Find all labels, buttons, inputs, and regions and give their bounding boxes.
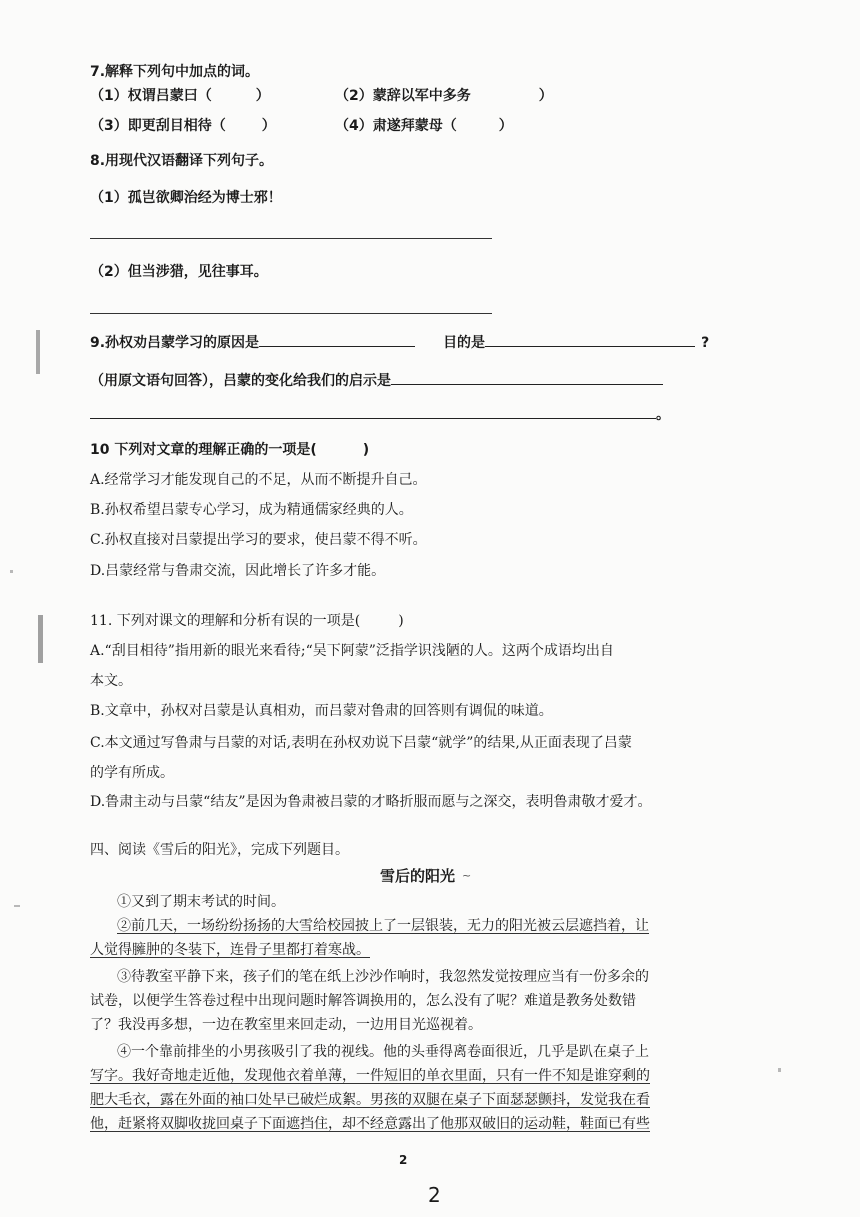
q7-item-3: （3）即更刮目相待（ ） (90, 118, 276, 134)
q9-line-1: 9.孙权劝吕蒙学习的原因是 目的是 ? (90, 335, 710, 351)
passage-p4-line-1: ④一个靠前排坐的小男孩吸引了我的视线。他的头垂得离卷面很近，几乎是趴在桌子上 (117, 1044, 649, 1060)
handwritten-scribble-icon: ~ (462, 869, 472, 882)
q9-blank-purpose[interactable] (485, 346, 695, 347)
passage-p4-line-4: 他，赶紧将双脚收拢回桌子下面遮挡住，却不经意露出了他那双破旧的运动鞋，鞋面已有些 (90, 1116, 650, 1132)
scan-speck (10, 570, 13, 573)
q11-option-c-2: 的学有所成。 (90, 765, 174, 781)
q11-option-d: D.鲁肃主动与吕蒙“结友”是因为鲁肃被吕蒙的才略折服而愿与之深交，表明鲁肃敬才爱才。 (90, 794, 652, 810)
binding-mark (38, 615, 43, 663)
q10-option-c: C.孙权直接对吕蒙提出学习的要求，使吕蒙不得不听。 (90, 532, 427, 548)
passage-title: 雪后的阳光 (380, 867, 456, 885)
q7-item-4: （4）肃遂拜蒙母（ ） (335, 118, 513, 134)
q10-option-b: B.孙权希望吕蒙专心学习，成为精通儒家经典的人。 (90, 502, 413, 518)
q7-title: 7.解释下列句中加点的词。 (90, 64, 260, 80)
q10-option-d: D.吕蒙经常与鲁肃交流，因此增长了许多才能。 (90, 563, 386, 579)
q11-option-a-2: 本文。 (90, 673, 132, 689)
passage-p4-line-2: 写字。我好奇地走近他，发现他衣着单薄，一件短旧的单衣里面，只有一件不知是谁穿剩的 (90, 1068, 650, 1084)
scan-speck (778, 1068, 781, 1072)
q10-option-a: A.经常学习才能发现自己的不足，从而不断提升自己。 (90, 472, 427, 488)
section-heading: 四、阅读《雪后的阳光》，完成下列题目。 (90, 842, 349, 858)
passage-p2-line-2: 人觉得臃肿的冬装下，连骨子里都打着寒战。 (90, 942, 370, 958)
q8-answer-line-1[interactable] (90, 238, 492, 239)
q11-option-c-1: C.本文通过写鲁肃与吕蒙的对话,表明在孙权劝说下吕蒙“就学”的结果,从正面表现了吕蒙 (90, 735, 632, 751)
page-number-large: 2 (428, 1183, 441, 1207)
q8-sentence-2: （2）但当涉猎，见往事耳。 (90, 264, 268, 280)
scan-speck (14, 905, 20, 907)
q7-item-1: （1）权谓吕蒙曰（ ） (90, 88, 270, 104)
q9-blank-reason[interactable] (259, 346, 415, 347)
q10-title: 10 下列对文章的理解正确的一项是( ) (90, 442, 370, 458)
q8-sentence-1: （1）孤岂欲卿治经为博士邪！ (90, 190, 282, 206)
passage-p3-line-3: 了？我没再多想，一边在教室里来回走动，一边用目光巡视着。 (90, 1017, 482, 1033)
passage-p1: ①又到了期末考试的时间。 (117, 894, 285, 910)
q9-line-2: （用原文语句回答），吕蒙的变化给我们的启示是 (90, 371, 663, 391)
passage-p3-line-1: ③待教室平静下来，孩子们的笔在纸上沙沙作响时，我忽然发觉按理应当有一份多余的 (117, 969, 649, 985)
q11-title: 11. 下列对课文的理解和分析有误的一项是( ) (90, 613, 404, 629)
q8-answer-line-2[interactable] (90, 313, 492, 314)
passage-p3-line-2: 试卷，以便学生答卷过程中出现问题时解答调换用的，怎么没有了呢？难道是教务处数错 (90, 993, 636, 1009)
q9-line-3: 。 (90, 405, 670, 425)
q11-option-b: B.文章中，孙权对吕蒙是认真相劝，而吕蒙对鲁肃的回答则有调侃的味道。 (90, 703, 553, 719)
q9-blank-insight-cont[interactable] (90, 418, 656, 419)
q11-option-a-1: A.“刮目相待”指用新的眼光来看待;“吴下阿蒙”泛指学识浅陋的人。这两个成语均出自 (90, 643, 614, 659)
binding-mark (36, 330, 40, 374)
passage-p4-line-3: 肥大毛衣，露在外面的袖口处早已破烂成絮。男孩的双腿在桌子下面瑟瑟颤抖，发觉我在看 (90, 1092, 650, 1108)
q9-blank-insight[interactable] (391, 384, 663, 385)
q7-item-2: （2）蒙辞以军中多务 ） (335, 88, 553, 104)
page-number-small: 2 (399, 1153, 408, 1167)
q8-title: 8.用现代汉语翻译下列句子。 (90, 153, 274, 169)
passage-p2-line-1: ②前几天，一场纷纷扬扬的大雪给校园披上了一层银装，无力的阳光被云层遮挡着，让 (117, 918, 649, 934)
